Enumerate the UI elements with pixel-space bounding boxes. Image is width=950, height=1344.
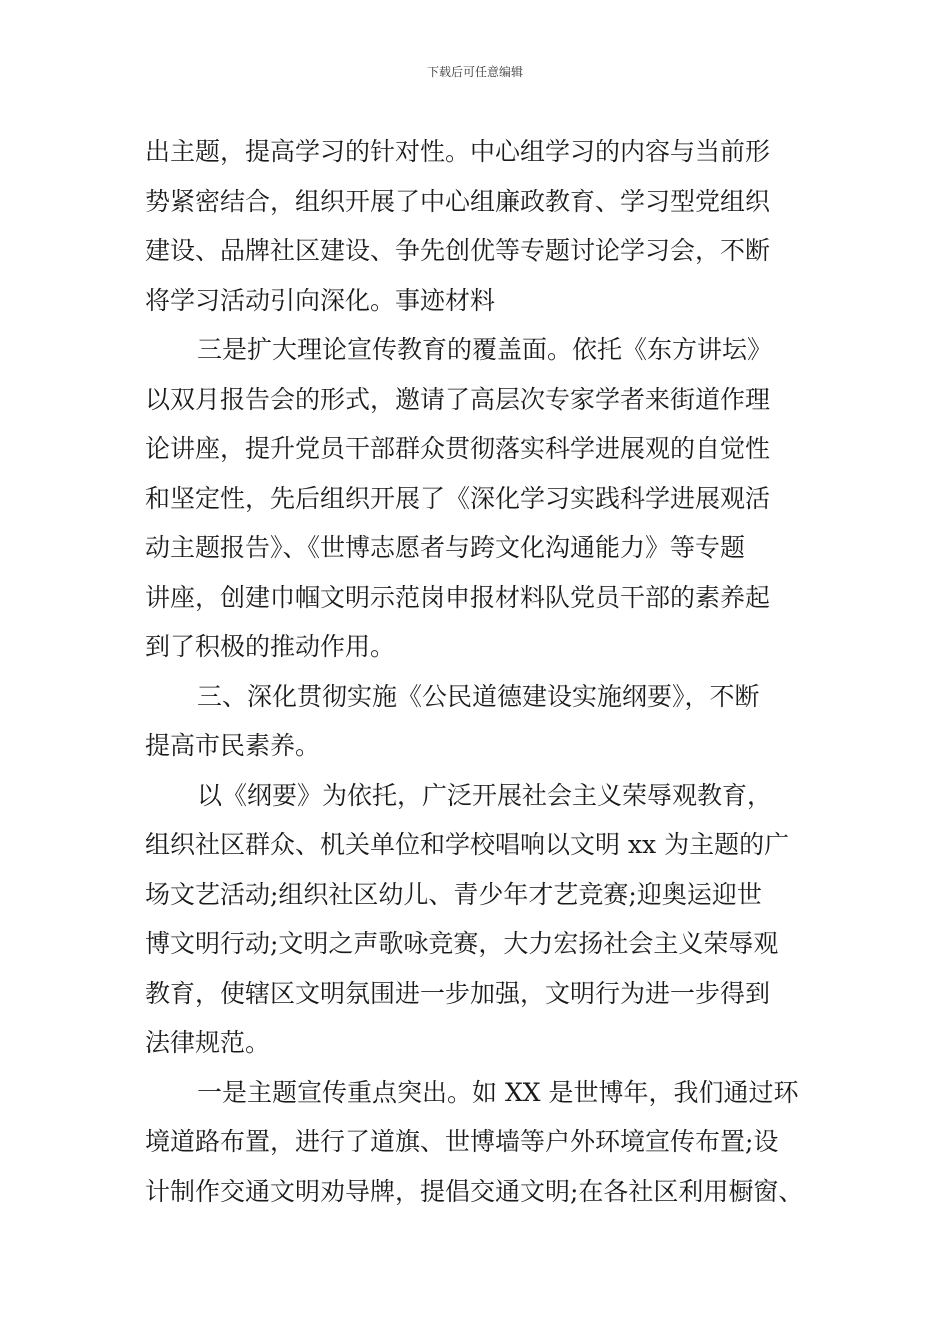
text-line: 博文明行动;文明之声歌咏竞赛，大力宏扬社会主义荣辱观 <box>145 929 779 958</box>
text-line: 以双月报告会的形式，邀请了高层次专家学者来街道作理 <box>145 384 771 414</box>
text-line: 动主题报告》、《世博志愿者与跨文化沟通能力》等专题 <box>145 533 746 562</box>
text-line: 建设、品牌社区建设、争先创优等专题讨论学习会，不断 <box>145 236 771 265</box>
text-line: 教育，使辖区文明氛围进一步加强，文明行为进一步得到 <box>145 978 771 1008</box>
paragraph-2 <box>145 325 825 672</box>
page-header: 下载后可任意编辑 <box>426 65 523 79</box>
text-line: 讲座，创建巾帼文明示范岗申报材料队党员干部的素养起 <box>145 582 771 612</box>
text-line: 计制作交通文明劝导牌，提倡交通文明;在各社区利用橱窗、 <box>145 1176 804 1206</box>
text-line: 到了积极的推动作用。 <box>145 632 396 661</box>
paragraph-3 <box>145 672 825 771</box>
text-line: 提高市民素养。 <box>145 731 321 760</box>
text-line: 法律规范。 <box>145 1028 271 1057</box>
text-line: 三、深化贯彻实施《公民道德建设实施纲要》，不断 <box>197 681 760 711</box>
text-line: 出主题，提高学习的针对性。中心组学习的内容与当前形 <box>145 137 771 166</box>
text-line: 一是主题宣传重点突出。如 XX 是世博年，我们通过环 <box>197 1077 799 1107</box>
text-line: 以《纲要》为依托，广泛开展社会主义荣辱观教育， <box>197 780 773 810</box>
paragraph-5 <box>145 1068 825 1217</box>
text-line: 组织社区群众、机关单位和学校唱响以文明 xx 为主题的广 <box>145 830 790 859</box>
text-line: 势紧密结合，组织开展了中心组廉政教育、学习型党组织 <box>145 186 771 216</box>
text-line: 场文艺活动;组织社区幼儿、青少年才艺竞赛;迎奥运迎世 <box>145 879 762 909</box>
text-line: 和坚定性，先后组织开展了《深化学习实践科学进展观活 <box>145 483 771 513</box>
paragraph-4 <box>145 771 825 1068</box>
text-line: 论讲座，提升党员干部群众贯彻落实科学进展观的自觉性 <box>145 434 771 463</box>
text-line: 境道路布置，进行了道旗、世博墙等户外环境宣传布置;设 <box>145 1127 779 1156</box>
text-line: 将学习活动引向深化。事迹材料 <box>145 285 496 315</box>
paragraph-1 <box>145 127 825 325</box>
document-body <box>145 127 825 1216</box>
text-line: 三是扩大理论宣传教育的覆盖面。依托《东方讲坛》 <box>197 335 773 364</box>
